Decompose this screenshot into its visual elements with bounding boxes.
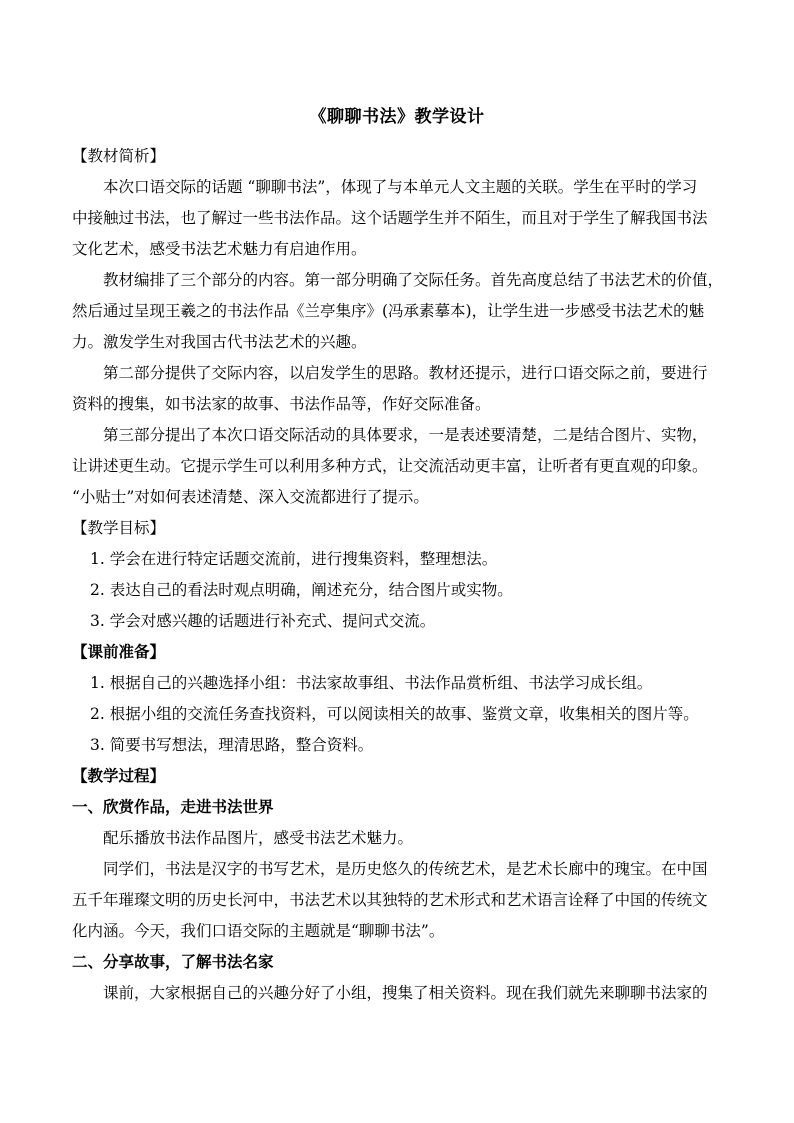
paragraph-line: 教材编排了三个部分的内容。第一部分明确了交际任务。首先高度总结了书法艺术的价值， <box>103 271 724 289</box>
paragraph-line: 课前，大家根据自己的兴趣分好了小组，搜集了相关资料。现在我们就先来聊聊书法家的 <box>103 984 708 1002</box>
paragraph-line: 化内涵。今天，我们口语交际的主题就是“聊聊书法”。 <box>72 922 445 940</box>
list-item: 3. 简要书写想法，理清思路，整合资料。 <box>90 736 374 754</box>
section-heading-textbook-analysis: 【教材简析】 <box>72 147 166 165</box>
paragraph-line: 本次口语交际的话题 “聊聊书法”，体现了与本单元人文主题的关联。学生在平时的学习 <box>103 178 698 196</box>
page-title: 《聊聊书法》教学设计 <box>309 107 485 127</box>
paragraph-line: 第二部分提供了交际内容，以启发学生的思路。教材还提示，进行口语交际之前，要进行 <box>103 364 708 382</box>
paragraph-line: 中接触过书法，也了解过一些书法作品。这个话题学生并不陌生，而且对于学生了解我国书法 <box>72 209 708 227</box>
paragraph-line: 五千年璀璨文明的历史长河中，书法艺术以其独特的艺术形式和艺术语言诠释了中国的传统文 <box>72 891 708 909</box>
paragraph-line: 同学们，书法是汉字的书写艺术，是历史悠久的传统艺术，是艺术长廊中的瑰宝。在中国 <box>103 860 708 878</box>
paragraph-line: 文化艺术，感受书法艺术魅力有启迪作用。 <box>72 240 367 258</box>
paragraph-line: 力。激发学生对我国古代书法艺术的兴趣。 <box>72 333 367 351</box>
paragraph-line: “小贴士”对如何表述清楚、深入交流都进行了提示。 <box>72 488 429 506</box>
subsection-heading: 一、欣赏作品，走进书法世界 <box>72 797 274 816</box>
paragraph-line: 让讲述更生动。它提示学生可以利用多种方式，让交流活动更丰富，让听者有更直观的印象。 <box>72 457 708 475</box>
paragraph-line: 配乐播放书法作品图片，感受书法艺术魅力。 <box>103 829 414 847</box>
paragraph-line: 资料的搜集，如书法家的故事、书法作品等，作好交际准备。 <box>72 395 491 413</box>
list-item: 2. 表达自己的看法时观点明确，阐述充分，结合图片或实物。 <box>90 581 513 599</box>
section-heading-preparation: 【课前准备】 <box>72 642 166 661</box>
section-heading-process: 【教学过程】 <box>72 766 166 785</box>
list-item: 1. 学会在进行特定话题交流前，进行搜集资料，整理想法。 <box>90 550 498 568</box>
list-item: 3. 学会对感兴趣的话题进行补充式、提问式交流。 <box>90 612 436 630</box>
paragraph-line: 然后通过呈现王羲之的书法作品《兰亭集序》(冯承素摹本)，让学生进一步感受书法艺术的魅 <box>72 302 705 320</box>
section-heading-teaching-goals: 【教学目标】 <box>72 519 166 537</box>
subsection-heading: 二、分享故事，了解书法名家 <box>72 952 274 971</box>
list-item: 1. 根据自己的兴趣选择小组：书法家故事组、书法作品赏析组、书法学习成长组。 <box>90 674 653 692</box>
list-item: 2. 根据小组的交流任务查找资料，可以阅读相关的故事、鉴赏文章，收集相关的图片等。 <box>90 705 699 723</box>
paragraph-line: 第三部分提出了本次口语交际活动的具体要求，一是表述要清楚，二是结合图片、实物， <box>103 426 708 444</box>
